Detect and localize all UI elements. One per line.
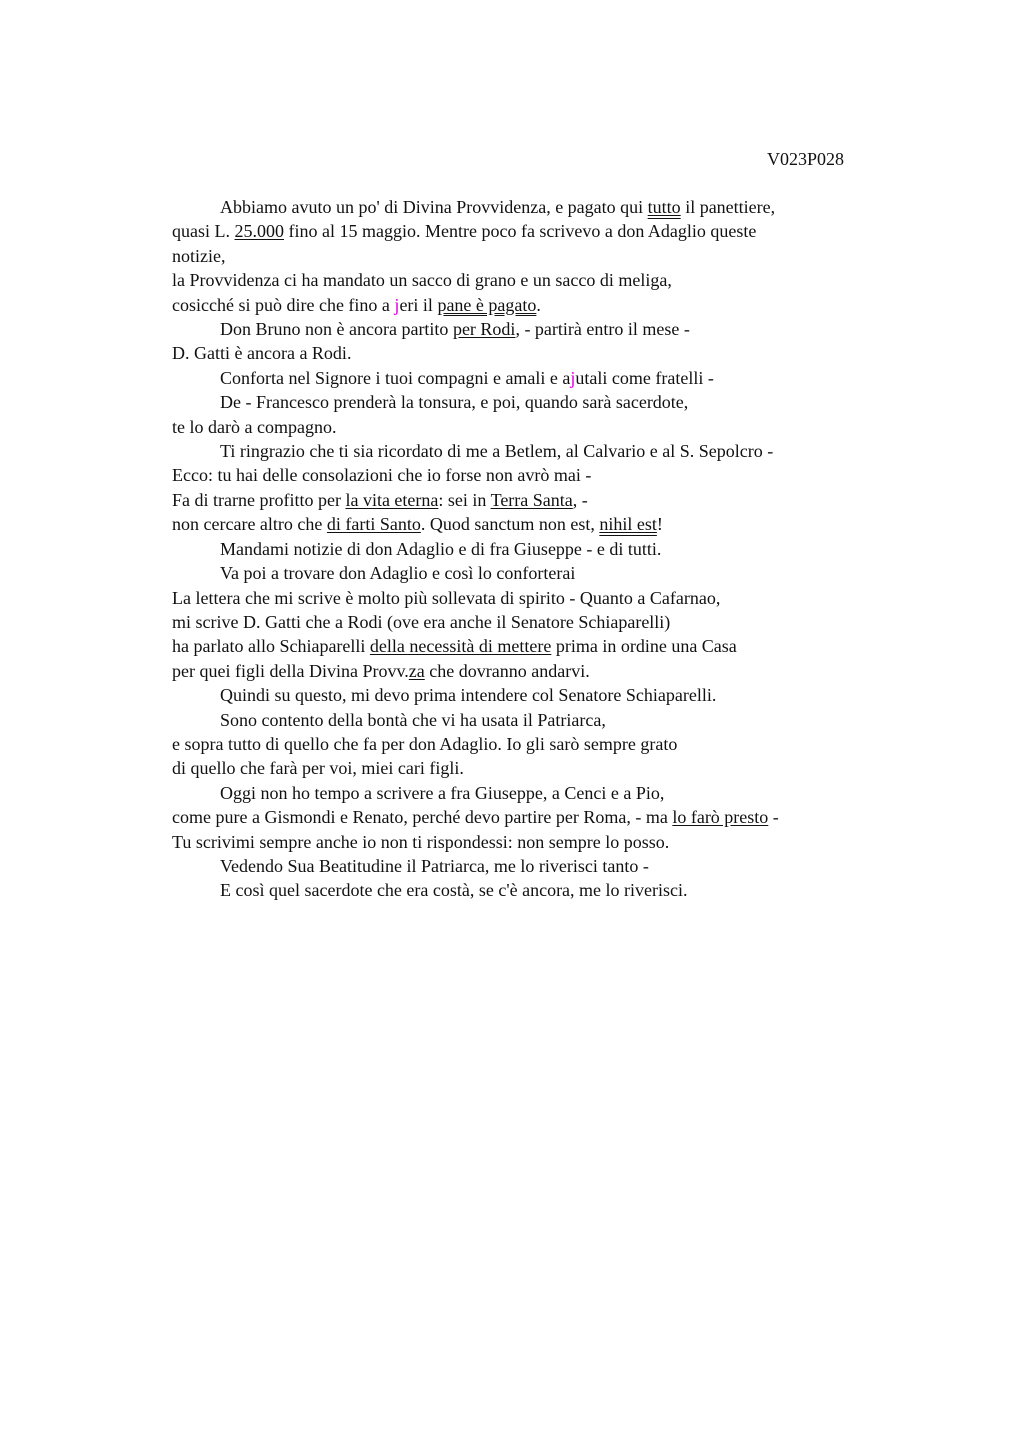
text-segment: Sono contento della bontà che vi ha usata il Patriarca,: [220, 709, 606, 730]
text-segment: . Quod sanctum non est,: [420, 514, 600, 535]
text-segment: cosicché si può dire che fino a: [172, 294, 395, 315]
text-line: [172, 610, 892, 634]
text-segment: La lettera che mi scrive è molto più sollevata di spirito - Quanto a Cafarnao,: [172, 587, 721, 608]
text-segment: E così quel sacerdote che era costà, se c'è ancora, me lo riverisci.: [220, 880, 688, 901]
text-segment: eri il: [399, 294, 438, 315]
text-segment: quasi L.: [172, 221, 235, 242]
page-identifier: V023P028: [766, 149, 844, 169]
text-segment: te lo darò a compagno.: [172, 416, 337, 437]
text-line: [172, 390, 892, 414]
text-segment: e sopra tutto di quello che fa per don Adaglio. Io gli sarò sempre grato: [172, 733, 678, 754]
text-segment: !: [656, 514, 663, 535]
text-line: [172, 512, 892, 536]
text-segment: Tu scrivimi sempre anche io non ti rispondessi: non sempre lo posso.: [172, 831, 670, 852]
text-segment: la Provvidenza ci ha mandato un sacco di grano e un sacco di meliga,: [172, 270, 672, 291]
text-line: [172, 219, 892, 243]
text-line: [172, 708, 892, 732]
text-line: [172, 341, 892, 365]
text-line: [172, 830, 892, 854]
text-line: [172, 659, 892, 683]
text-segment: : sei in: [438, 489, 491, 510]
text-segment: come pure a Gismondi e Renato, perché devo partire per Roma, - ma: [172, 807, 673, 828]
text-line: [172, 244, 892, 268]
text-line: [172, 537, 892, 561]
text-segment: Abbiamo avuto un po' di Divina Provvidenza, e pagato qui: [220, 197, 648, 217]
letter-body: [172, 195, 892, 903]
text-line: [172, 366, 892, 390]
text-line: [172, 561, 892, 585]
text-line: [172, 268, 892, 292]
text-line: [172, 293, 892, 317]
text-line: [172, 463, 892, 487]
underlined-text: 25.000: [234, 221, 284, 242]
text-segment: il panettiere,: [680, 197, 776, 217]
text-segment: prima in ordine una Casa: [551, 636, 737, 657]
text-line: [172, 195, 892, 219]
text-segment: .: [536, 294, 541, 315]
underlined-text: la vita eterna: [345, 489, 439, 510]
text-segment: Don Bruno non è ancora partito: [220, 319, 453, 340]
text-segment: di quello che farà per voi, miei cari figli.: [172, 758, 464, 779]
text-segment: De - Francesco prenderà la tonsura, e poi, quando sarà sacerdote,: [220, 392, 689, 413]
text-segment: mi scrive D. Gatti che a Rodi (ove era anche il Senatore Schiaparelli): [172, 611, 671, 632]
underlined-text: per Rodi: [452, 319, 516, 340]
text-segment: Conforta nel Signore i tuoi compagni e amali e a: [220, 367, 571, 388]
underlined-text: lo farò presto: [672, 807, 769, 828]
text-line: [172, 317, 892, 341]
text-segment: ha parlato allo Schiaparelli: [172, 636, 370, 657]
double-underlined-text: tutto: [647, 197, 681, 217]
text-line: [172, 878, 892, 902]
underlined-text: della necessità di mettere: [369, 636, 552, 657]
text-line: [172, 586, 892, 610]
text-segment: non cercare altro che: [172, 514, 327, 535]
text-line: [172, 439, 892, 463]
text-line: [172, 634, 892, 658]
text-segment: Ti ringrazio che ti sia ricordato di me a Betlem, al Calvario e al S. Sepolcro -: [220, 441, 774, 462]
underlined-text: Terra Santa: [490, 489, 573, 510]
double-underlined-text: nihil est: [599, 514, 657, 535]
text-segment: D. Gatti è ancora a Rodi.: [172, 343, 352, 364]
text-segment: Va poi a trovare don Adaglio e così lo conforterai: [220, 563, 576, 584]
text-line: [172, 732, 892, 756]
underlined-text: di farti Santo: [326, 514, 421, 535]
text-segment: Oggi non ho tempo a scrivere a fra Giuseppe, a Cenci e a Pio,: [220, 782, 665, 803]
text-segment: Vedendo Sua Beatitudine il Patriarca, me lo riverisci tanto -: [220, 855, 649, 876]
text-segment: per quei figli della Divina Provv.: [172, 660, 409, 681]
highlighted-letter: j: [570, 367, 576, 388]
text-segment: , - partirà entro il mese -: [515, 319, 690, 340]
text-segment: fino al 15 maggio. Mentre poco fa scrivevo a don Adaglio queste: [284, 221, 757, 242]
text-line: [172, 781, 892, 805]
underlined-text: za: [408, 660, 425, 681]
text-segment: notizie,: [172, 245, 226, 266]
text-segment: -: [768, 807, 779, 828]
text-segment: utali come fratelli -: [575, 367, 714, 388]
text-line: [172, 854, 892, 878]
text-line: [172, 756, 892, 780]
text-line: [172, 488, 892, 512]
double-underlined-text: pane è pagato: [437, 294, 537, 315]
text-segment: Quindi su questo, mi devo prima intendere col Senatore Schiaparelli.: [220, 685, 717, 706]
text-segment: che dovranno andarvi.: [424, 660, 590, 681]
text-segment: Ecco: tu hai delle consolazioni che io forse non avrò mai -: [172, 465, 592, 486]
text-segment: , -: [572, 489, 588, 510]
text-segment: Mandami notizie di don Adaglio e di fra Giuseppe - e di tutti.: [220, 538, 662, 559]
highlighted-letter: j: [394, 294, 400, 315]
text-line: [172, 683, 892, 707]
text-segment: Fa di trarne profitto per: [172, 489, 346, 510]
text-line: [172, 415, 892, 439]
text-line: [172, 805, 892, 829]
